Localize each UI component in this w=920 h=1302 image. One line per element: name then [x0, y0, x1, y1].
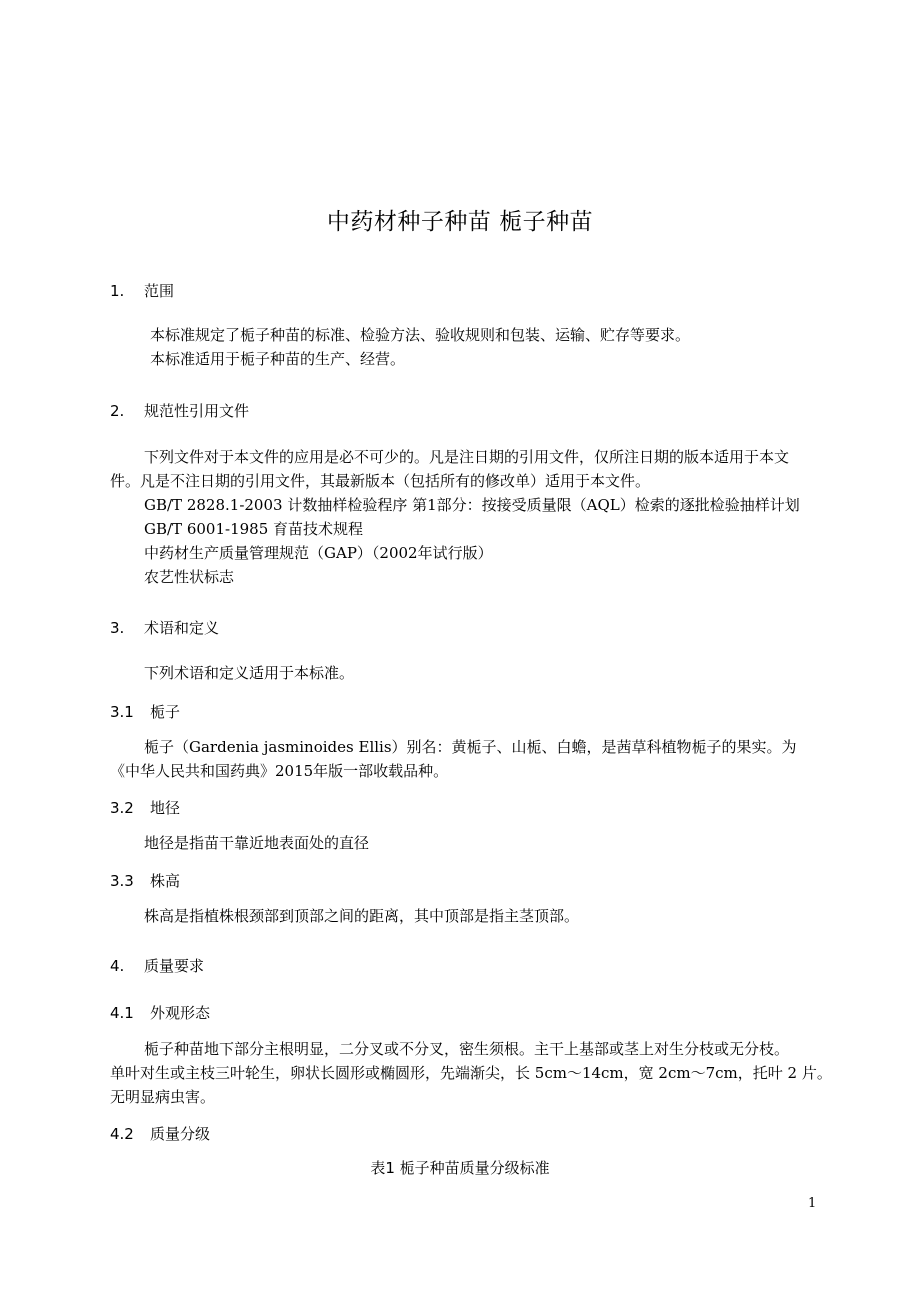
subsection-label: 地径 [150, 799, 181, 817]
subsection-heading-3-3 [110, 870, 180, 891]
scope-line-1: 本标准规定了栀子种苗的标准、检验方法、验收规则和包装、运输、贮存等要求。 [150, 326, 691, 344]
subsection-label: 质量分级 [150, 1125, 211, 1143]
refs-paragraph-line-2: 件。凡是不注日期的引用文件，其最新版本（包括所有的修改单）适用于本文件。 [110, 472, 651, 490]
section-label: 规范性引用文件 [144, 402, 250, 420]
ref-item: 农艺性状标志 [144, 568, 235, 586]
subsection-heading-3-2 [110, 797, 180, 818]
appearance-line-2: 单叶对生或主枝三叶轮生，卵状长圆形或椭圆形，先端渐尖，长 5cm～14cm，宽 2cm～7cm，托叶 2 片。 [110, 1064, 832, 1082]
section-label: 术语和定义 [144, 619, 220, 637]
section-heading-3 [110, 617, 219, 638]
subsection-label: 外观形态 [150, 1004, 211, 1022]
zhugao-definition: 株高是指植株根颈部到顶部之间的距离，其中顶部是指主茎顶部。 [144, 907, 580, 925]
refs-paragraph-line-1: 下列文件对于本文件的应用是必不可少的。凡是注日期的引用文件，仅所注日期的版本适用于本文 [144, 448, 790, 466]
terms-intro: 下列术语和定义适用于本标准。 [144, 664, 355, 682]
subsection-number: 3.3 [110, 872, 134, 890]
dijing-definition: 地径是指苗干靠近地表面处的直径 [144, 834, 370, 852]
zhizi-definition-line-2: 《中华人民共和国药典》2015年版一部收载品种。 [110, 762, 449, 780]
appearance-line-3: 无明显病虫害。 [110, 1088, 216, 1106]
section-number: 2. [110, 402, 125, 420]
ref-item: GB/T 2828.1-2003 计数抽样检验程序 第1部分：按接受质量限（AQL）检索的逐批检验抽样计划 [144, 496, 800, 514]
document-title: 中药材种子种苗 栀子种苗 [326, 209, 594, 235]
section-number: 3. [110, 619, 125, 637]
scope-line-2: 本标准适用于栀子种苗的生产、经营。 [150, 350, 406, 368]
ref-item: GB/T 6001-1985 育苗技术规程 [144, 520, 364, 538]
section-label: 范围 [144, 282, 175, 300]
subsection-heading-4-2 [110, 1123, 210, 1144]
section-number: 4. [110, 957, 125, 975]
subsection-heading-4-1 [110, 1002, 210, 1023]
table-caption: 表1 栀子种苗质量分级标准 [370, 1159, 550, 1177]
subsection-label: 栀子 [150, 703, 181, 721]
subsection-number: 3.2 [110, 799, 134, 817]
section-heading-4 [110, 955, 204, 976]
subsection-heading-3-1 [110, 701, 180, 722]
ref-item: 中药材生产质量管理规范（GAP）（2002年试行版） [144, 544, 493, 562]
zhizi-definition-line-1: 栀子（Gardenia jasminoides Ellis）别名：黄栀子、山栀、白蟾，是茜草科植物栀子的果实。为 [144, 738, 797, 756]
appearance-line-1: 栀子种苗地下部分主根明显，二分叉或不分叉，密生须根。主干上基部或茎上对生分枝或无分枝。 [144, 1040, 790, 1058]
subsection-label: 株高 [150, 872, 181, 890]
subsection-number: 4.2 [110, 1125, 134, 1143]
section-number: 1. [110, 282, 125, 300]
section-heading-2 [110, 400, 249, 421]
section-heading-1 [110, 280, 174, 301]
subsection-number: 4.1 [110, 1004, 134, 1022]
subsection-number: 3.1 [110, 703, 134, 721]
page-number: 1 [808, 1196, 817, 1211]
section-label: 质量要求 [144, 957, 205, 975]
